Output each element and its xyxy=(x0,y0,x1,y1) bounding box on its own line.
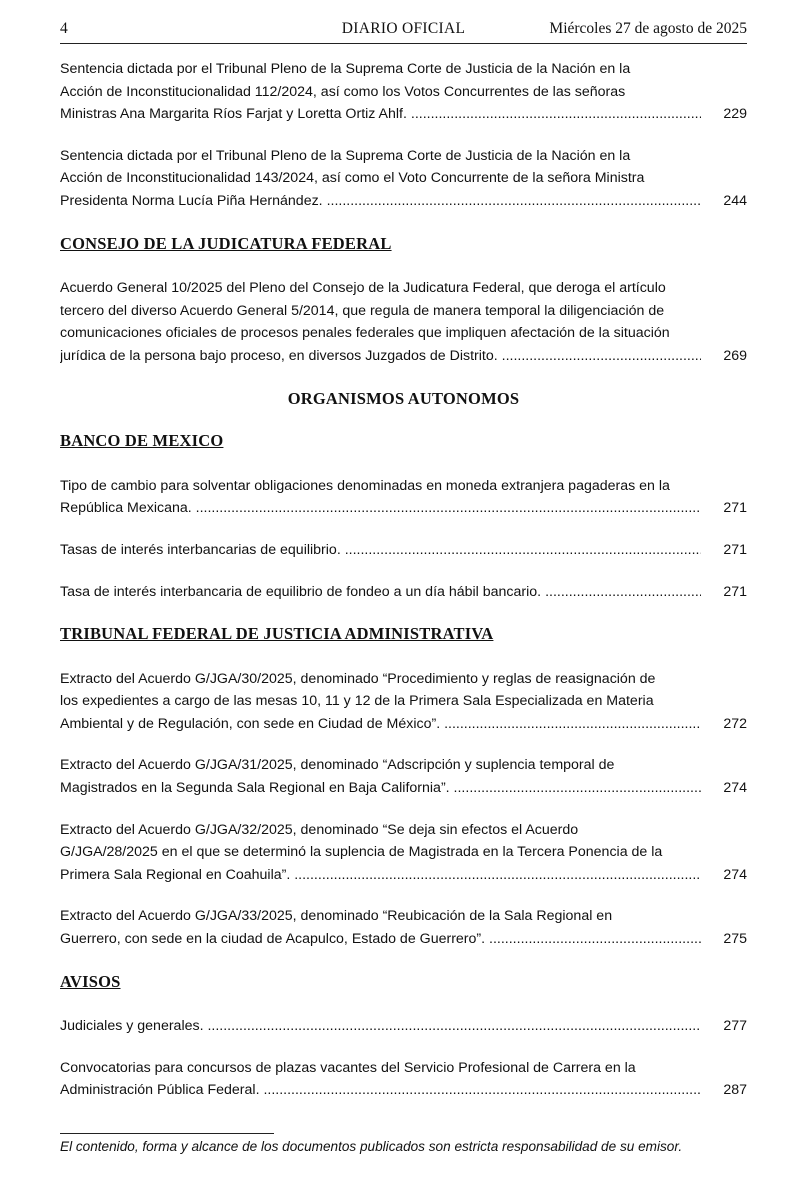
header-rule xyxy=(60,43,747,44)
section-heading-cjf: CONSEJO DE LA JUDICATURA FEDERAL xyxy=(60,233,392,253)
toc-entry-line: Tasas de interés interbancarias de equilibrio. ..... xyxy=(60,539,701,562)
toc-entry-text xyxy=(60,1057,747,1102)
toc-entry-line: Extracto del Acuerdo G/JGA/31/2025, denominado “Adscripción y suplencia temporal de xyxy=(60,757,615,774)
toc-entry-text xyxy=(60,1015,747,1038)
toc-entry-line: Administración Pública Federal. ..... xyxy=(60,1079,701,1102)
toc-page-number: 277 xyxy=(723,1018,747,1035)
toc-entry-line: Ambiental y de Regulación, con sede en Ciudad de México”. ..... xyxy=(60,713,701,736)
toc-entry-text xyxy=(60,668,747,736)
section-heading-tfja: TRIBUNAL FEDERAL DE JUSTICIA ADMINISTRATIVA xyxy=(60,624,494,644)
toc-entry xyxy=(60,668,747,736)
toc-entry xyxy=(60,475,747,520)
toc-entry-line: Extracto del Acuerdo G/JGA/30/2025, denominado “Procedimiento y reglas de reasignación de xyxy=(60,670,656,687)
toc-entry-line: Acuerdo General 10/2025 del Pleno del Consejo de la Judicatura Federal, que deroga el artículo xyxy=(60,280,666,297)
toc-entry xyxy=(60,819,747,887)
toc-page-number: 274 xyxy=(723,866,747,883)
toc-entry-line: Acción de Inconstitucionalidad 143/2024, así como el Voto Concurrente de la señora Ministra xyxy=(60,170,645,187)
toc-entry-text xyxy=(60,754,747,799)
scjn-entries xyxy=(60,58,747,213)
tfja-entries xyxy=(60,668,747,951)
toc-entry xyxy=(60,277,747,367)
toc-entry xyxy=(60,145,747,213)
page-number: 4 xyxy=(60,20,68,37)
toc-entry-line: Primera Sala Regional en Coahuila”. ..... xyxy=(60,864,701,887)
publication-title: DIARIO OFICIAL xyxy=(341,20,466,37)
toc-page-number: 275 xyxy=(723,931,747,948)
toc-page-number: 271 xyxy=(723,500,747,517)
toc-page-number: 274 xyxy=(723,780,747,797)
toc-entry xyxy=(60,1015,747,1038)
toc-page-number: 272 xyxy=(723,715,747,732)
banxico-entries xyxy=(60,475,747,603)
avisos-entries xyxy=(60,1015,747,1102)
toc-entry-line: tercero del diverso Acuerdo General 5/2014, que regula de manera temporal la diligenciación de xyxy=(60,302,665,319)
toc-entry-line: Magistrados en la Segunda Sala Regional en Baja California”. ..... xyxy=(60,777,701,800)
toc-entry-line: G/JGA/28/2025 en el que se determinó la suplencia de Magistrada en la Tercera Ponencia de la xyxy=(60,844,663,861)
toc-entry-line: Guerrero, con sede en la ciudad de Acapulco, Estado de Guerrero”. ..... xyxy=(60,928,701,951)
toc-entry xyxy=(60,581,747,604)
toc-entry xyxy=(60,58,747,126)
toc-page-number: 229 xyxy=(723,106,747,123)
toc-entry-line: Sentencia dictada por el Tribunal Pleno de la Suprema Corte de Justicia de la Nación en la xyxy=(60,147,631,164)
page-header xyxy=(60,20,747,42)
cjf-entries xyxy=(60,277,747,367)
toc-entry xyxy=(60,539,747,562)
toc-page-number: 269 xyxy=(723,347,747,364)
section-heading-banxico: BANCO DE MEXICO xyxy=(60,431,224,451)
footer-note: El contenido, forma y alcance de los documentos publicados son estricta responsabilidad de su emisor. xyxy=(60,1139,683,1154)
toc-entry-line: Tasa de interés interbancaria de equilibrio de fondeo a un día hábil bancario. ..... xyxy=(60,581,701,604)
toc-entry-text xyxy=(60,58,747,126)
toc-entry-text xyxy=(60,475,747,520)
toc-entry-line: Extracto del Acuerdo G/JGA/32/2025, denominado “Se deja sin efectos el Acuerdo xyxy=(60,821,579,838)
toc-entry-text xyxy=(60,145,747,213)
toc-entry-line: Presidenta Norma Lucía Piña Hernández. ..... xyxy=(60,190,701,213)
toc-entry xyxy=(60,754,747,799)
toc-page-number: 271 xyxy=(723,541,747,558)
toc-page-number: 271 xyxy=(723,583,747,600)
footer-rule xyxy=(60,1133,274,1134)
organismos-heading: ORGANISMOS AUTONOMOS xyxy=(287,388,520,408)
toc-entry-text xyxy=(60,277,747,367)
toc-entry xyxy=(60,905,747,950)
toc-entry-line: Judiciales y generales. ..... xyxy=(60,1015,701,1038)
toc-entry-text xyxy=(60,819,747,887)
toc-entry-line: Acción de Inconstitucionalidad 112/2024, así como los Votos Concurrentes de las señoras xyxy=(60,83,626,100)
publication-date: Miércoles 27 de agosto de 2025 xyxy=(549,20,747,37)
toc-entry-line: los expedientes a cargo de las mesas 10, 11 y 12 de la Primera Sala Especializada en Materia xyxy=(60,693,654,710)
section-heading-avisos: AVISOS xyxy=(60,971,121,991)
toc-entry-text xyxy=(60,581,747,604)
toc-entry-line: Extracto del Acuerdo G/JGA/33/2025, denominado “Reubicación de la Sala Regional en xyxy=(60,908,613,925)
table-of-contents xyxy=(60,58,747,1121)
toc-entry-line: Convocatorias para concursos de plazas vacantes del Servicio Profesional de Carrera en la xyxy=(60,1059,636,1076)
toc-entry-text xyxy=(60,539,747,562)
toc-entry-text xyxy=(60,905,747,950)
toc-entry-line: jurídica de la persona bajo proceso, en diversos Juzgados de Distrito. ..... xyxy=(60,345,701,368)
toc-entry-line: comunicaciones oficiales de procesos penales federales que impliquen afectación de la situación xyxy=(60,325,670,342)
toc-entry-line: República Mexicana. ..... xyxy=(60,497,701,520)
toc-page-number: 244 xyxy=(723,192,747,209)
toc-entry-line: Sentencia dictada por el Tribunal Pleno de la Suprema Corte de Justicia de la Nación en la xyxy=(60,61,631,77)
toc-entry xyxy=(60,1057,747,1102)
toc-page-number: 287 xyxy=(723,1082,747,1099)
toc-entry-line: Tipo de cambio para solventar obligaciones denominadas en moneda extranjera pagaderas en la xyxy=(60,477,670,494)
toc-entry-line: Ministras Ana Margarita Ríos Farjat y Loretta Ortiz Ahlf. ..... xyxy=(60,103,701,126)
